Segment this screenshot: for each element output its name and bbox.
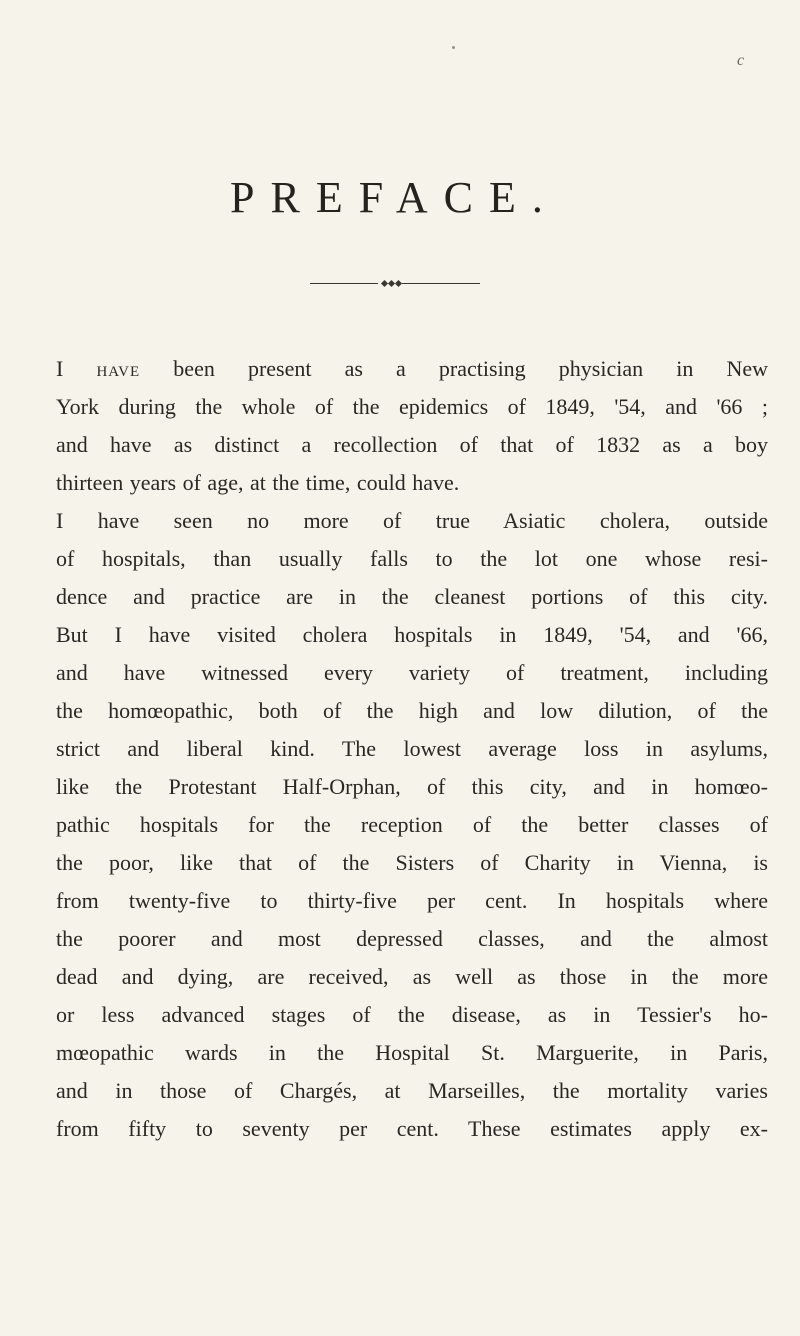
- text-line: dence and practice are in the cleanest portions of this city.: [56, 584, 768, 609]
- text-line: the poor, like that of the Sisters of Charity in Vienna, is: [56, 850, 768, 875]
- text-line: the homœopathic, both of the high and low dilution, of the: [56, 698, 768, 723]
- first-word: I: [56, 356, 64, 381]
- ornament-diamond: [395, 280, 402, 287]
- text-line: from fifty to seventy per cent. These estimates apply ex-: [56, 1116, 768, 1141]
- text-line: strict and liberal kind. The lowest average loss in asylums,: [56, 736, 768, 761]
- text-line: thirteen years of age, at the time, could have.: [56, 470, 460, 495]
- text-line: I have seen no more of true Asiatic cholera, outside: [56, 508, 768, 533]
- ornament-rule-left: [310, 283, 378, 284]
- first-word-smallcaps: have: [96, 356, 141, 381]
- ornament-rule-right: [402, 283, 480, 284]
- text-line: of hospitals, than usually falls to the lot one whose resi-: [56, 546, 768, 571]
- text-line: York during the whole of the epidemics of 1849, '54, and '66 ;: [56, 394, 768, 419]
- page-title: PREFACE.: [230, 173, 559, 222]
- text-line-content: been present as a practising physician in New: [140, 356, 769, 381]
- text-line: pathic hospitals for the reception of the better classes of: [56, 812, 768, 837]
- text-line: like the Protestant Half-Orphan, of this city, and in homœo-: [56, 774, 768, 799]
- print-speck: [452, 46, 455, 49]
- text-line: and have witnessed every variety of treatment, including: [56, 660, 768, 685]
- text-line: and have as distinct a recollection of that of 1832 as a boy: [56, 432, 768, 457]
- corner-mark: c: [737, 52, 745, 69]
- text-line: or less advanced stages of the disease, as in Tessier's ho-: [56, 1002, 768, 1027]
- text-line: But I have visited cholera hospitals in 1849, '54, and '66,: [56, 622, 768, 647]
- text-line: from twenty-five to thirty-five per cent. In hospitals where: [56, 888, 768, 913]
- preface-text: [56, 350, 768, 1148]
- text-line: mœopathic wards in the Hospital St. Marguerite, in Paris,: [56, 1040, 768, 1065]
- text-line: and in those of Chargés, at Marseilles, the mortality varies: [56, 1078, 768, 1103]
- title-ornament: [310, 280, 480, 288]
- text-line: dead and dying, are received, as well as those in the more: [56, 964, 768, 989]
- text-line: the poorer and most depressed classes, and the almost: [56, 926, 768, 951]
- text-line: [56, 350, 768, 388]
